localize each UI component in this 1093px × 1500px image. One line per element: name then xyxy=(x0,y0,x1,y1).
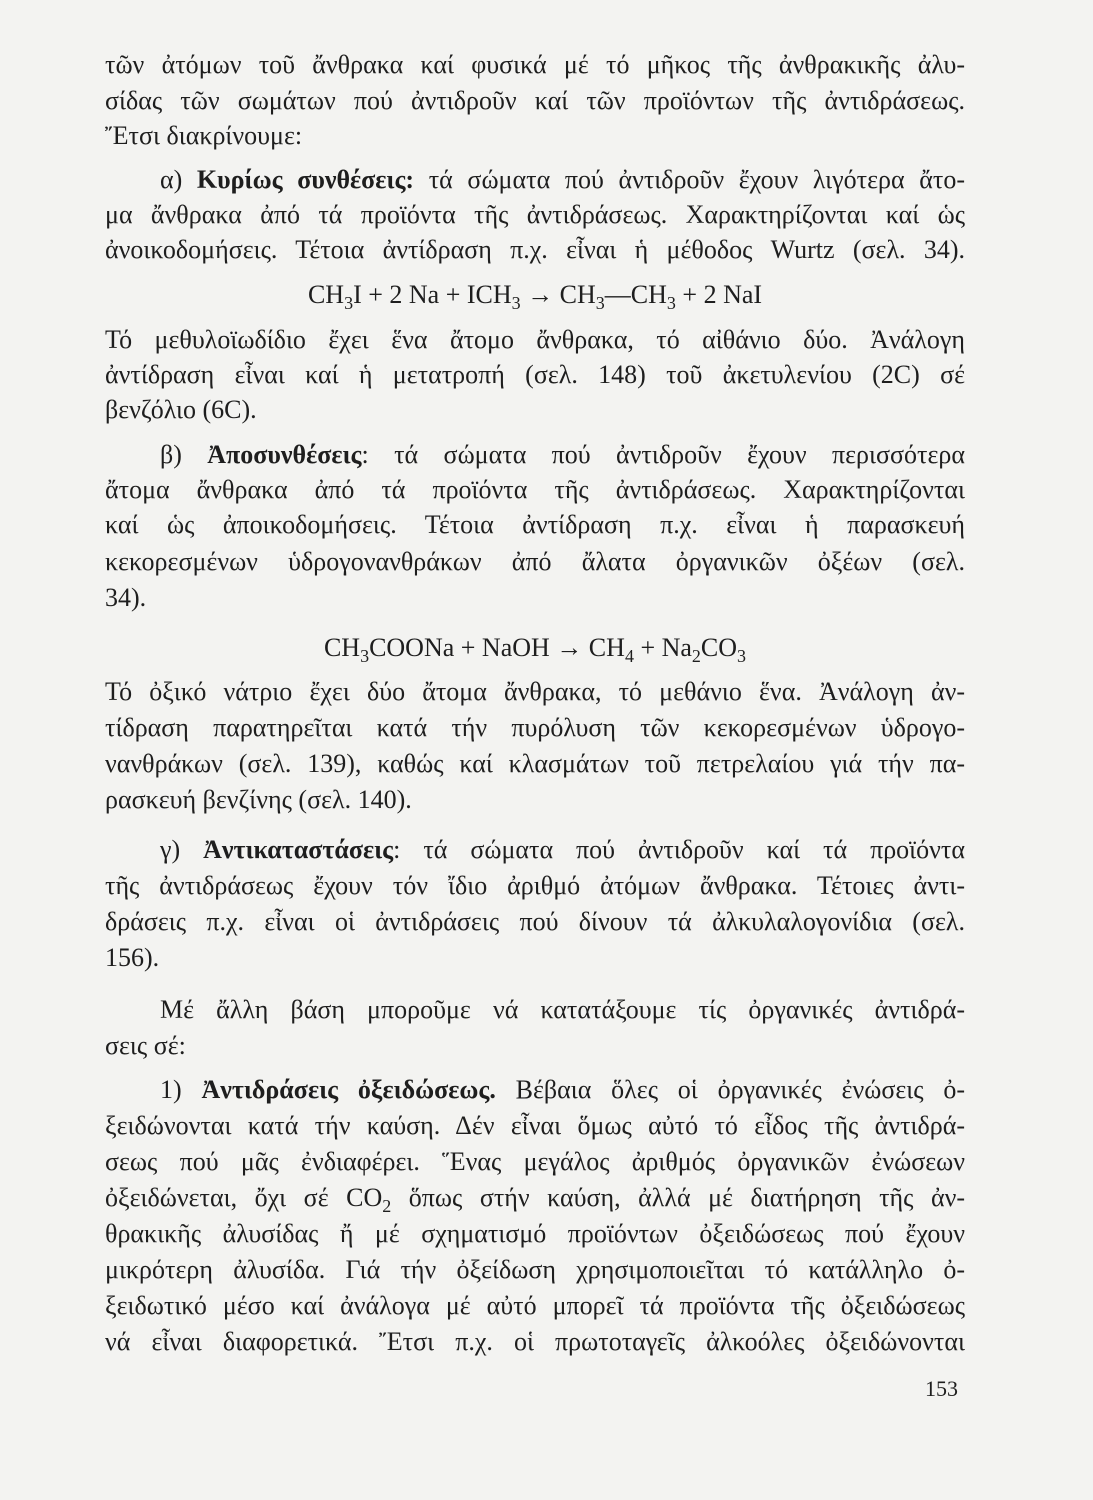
text-segment: Μέ ἄλλη βάση μποροῦμε νά κατατάξουμε τίς ὀργανικές ἀντιδρά- xyxy=(160,995,965,1024)
text-segment: ξειδωτικό μέσο καί ἀνάλογα μέ αὐτό μπορεῖ τά προϊόντα τῆς ὀξειδώσεως xyxy=(105,1291,965,1320)
text-line xyxy=(105,942,965,974)
bold-term: Ἀντιδράσεις ὀξειδώσεως. xyxy=(201,1075,496,1104)
text-segment: 34). xyxy=(105,583,147,612)
text-segment: —CH xyxy=(604,280,667,309)
subscript: 3 xyxy=(511,293,521,313)
text-line xyxy=(105,1290,965,1322)
text-line xyxy=(105,676,965,708)
text-segment: τῶν ἀτόμων τοῦ ἄνθρακα καί φυσικά μέ τό μῆκος τῆς ἀνθρακικῆς ἀλυ- xyxy=(105,50,965,79)
text-segment: σίδας τῶν σωμάτων πού ἀντιδροῦν καί τῶν προϊόντων τῆς ἀντιδράσεως. xyxy=(105,86,965,115)
chemical-equation xyxy=(105,632,965,664)
text-segment: δράσεις π.χ. εἶναι οἱ ἀντιδράσεις πού δίνουν τά ἀλκυλαλογονίδια (σελ. xyxy=(105,907,965,936)
subscript: 3 xyxy=(344,293,354,313)
chemical-equation xyxy=(105,279,965,311)
text-line xyxy=(105,994,965,1026)
text-segment: θρακικῆς ἀλυσίδας ἤ μέ σχηματισμό προϊόντων ὀξειδώσεως πού ἔχουν xyxy=(105,1219,965,1248)
text-line xyxy=(105,234,965,266)
text-line xyxy=(105,394,965,426)
subscript: 3 xyxy=(360,646,370,666)
text-segment: β) xyxy=(160,440,208,469)
text-segment: ἀντίδραση εἶναι καί ἡ μετατροπή (σελ. 148) τοῦ ἀκετυλενίου (2C) σέ xyxy=(105,360,965,389)
text-segment: COONa + NaOH → CH xyxy=(369,633,625,662)
text-segment: σεις σέ: xyxy=(105,1031,186,1060)
text-line xyxy=(105,1110,965,1142)
text-segment: μα ἄνθρακα ἀπό τά προϊόντα τῆς ἀντιδράσεως. Χαρακτηρίζονται καί ὡς xyxy=(105,200,965,229)
text-line xyxy=(105,870,965,902)
text-line xyxy=(105,509,965,541)
text-segment: ξειδώνονται κατά τήν καύση. Δέν εἶναι ὅμως αὐτό τό εἶδος τῆς ἀντιδρά- xyxy=(105,1111,965,1140)
text-line xyxy=(105,199,965,231)
text-segment: ἀνοικοδομήσεις. Τέτοια ἀντίδραση π.χ. εἶναι ἡ μέθοδος Wurtz (σελ. 34). xyxy=(105,235,965,264)
text-line xyxy=(105,1146,965,1178)
text-line xyxy=(105,359,965,391)
text-segment: Τό ὀξικό νάτριο ἔχει δύο ἄτομα ἄνθρακα, τό μεθάνιο ἕνα. Ἀνάλογη ἀν- xyxy=(105,677,965,706)
text-segment: 1) xyxy=(160,1075,202,1104)
text-line xyxy=(105,784,965,816)
text-segment: Βέβαια ὅλες οἱ ὀργανικές ἐνώσεις ὀ- xyxy=(495,1075,965,1104)
text-line xyxy=(105,324,965,356)
text-segment: τά σώματα πού ἀντιδροῦν ἔχουν λιγότερα ἄτο- xyxy=(414,165,965,194)
text-segment: → CH xyxy=(520,280,596,309)
text-line xyxy=(105,1074,965,1106)
text-segment: α) xyxy=(160,165,197,194)
text-segment: CH xyxy=(307,280,345,309)
text-segment: : τά σώματα πού ἀντιδροῦν καί τά προϊόντα xyxy=(393,835,965,864)
subscript: 2 xyxy=(691,646,701,666)
subscript: 2 xyxy=(382,1196,392,1216)
text-segment: νά εἶναι διαφορετικά. Ἔτσι π.χ. οἱ πρωτοταγεῖς ἀλκοόλες ὀξειδώνονται xyxy=(105,1327,965,1356)
text-line xyxy=(105,1254,965,1286)
text-segment: καί ὡς ἀποικοδομήσεις. Τέτοια ἀντίδραση π.χ. εἶναι ἡ παρασκευή xyxy=(105,510,965,539)
page-number: 153 xyxy=(925,1376,958,1401)
text-segment: τίδραση παρατηρεῖται κατά τήν πυρόλυση τῶν κεκορεσμένων ὑδρογο- xyxy=(105,713,965,742)
text-segment: 156). xyxy=(105,943,160,972)
text-segment: Ἔτσι διακρίνουμε: xyxy=(105,121,303,150)
text-segment: τῆς ἀντιδράσεως ἔχουν τόν ἴδιο ἀριθμό ἀτόμων ἄνθρακα. Τέτοιες ἀντι- xyxy=(105,871,965,900)
text-line xyxy=(105,164,965,196)
text-segment: I + 2 Na + ICH xyxy=(353,280,512,309)
subscript: 4 xyxy=(624,646,634,666)
bold-term: Ἀποσυνθέσεις xyxy=(207,440,362,469)
bold-term: Κυρίως συνθέσεις: xyxy=(196,165,415,194)
text-line xyxy=(105,85,965,117)
text-segment: CO xyxy=(700,633,738,662)
text-line xyxy=(105,49,965,81)
text-line xyxy=(105,1182,965,1214)
text-line xyxy=(105,1218,965,1250)
text-segment: Τό μεθυλοϊωδίδιο ἔχει ἕνα ἄτομο ἄνθρακα, τό αἰθάνιο δύο. Ἀνάλογη xyxy=(105,325,965,354)
text-segment: ἄτομα ἄνθρακα ἀπό τά προϊόντα τῆς ἀντιδράσεως. Χαρακτηρίζονται xyxy=(105,475,965,504)
text-segment: νανθράκων (σελ. 139), καθώς καί κλασμάτων τοῦ πετρελαίου γιά τήν πα- xyxy=(105,749,965,778)
text-segment: κεκορεσμένων ὑδρογονανθράκων ἀπό ἄλατα ὀργανικῶν ὀξέων (σελ. xyxy=(105,547,965,576)
text-line xyxy=(105,1326,965,1358)
text-line xyxy=(105,546,965,578)
bold-term: Ἀντικαταστάσεις xyxy=(203,835,394,864)
text-line xyxy=(105,120,965,152)
text-segment: + Na xyxy=(633,633,692,662)
text-segment: ὅπως στήν καύση, ἀλλά μέ διατήρηση τῆς ἀν- xyxy=(391,1183,965,1212)
text-segment: ὀξειδώνεται, ὄχι σέ CO xyxy=(105,1183,383,1212)
text-segment: : τά σώματα πού ἀντιδροῦν ἔχουν περισσότερα xyxy=(361,440,965,469)
text-line xyxy=(105,439,965,471)
text-segment: βενζόλιο (6C). xyxy=(105,395,257,424)
subscript: 3 xyxy=(595,293,605,313)
text-segment: ρασκευή βενζίνης (σελ. 140). xyxy=(105,785,412,814)
text-line xyxy=(105,906,965,938)
text-line xyxy=(105,748,965,780)
text-line xyxy=(105,834,965,866)
text-line xyxy=(105,1030,965,1062)
text-line xyxy=(105,582,965,614)
subscript: 3 xyxy=(737,646,747,666)
text-segment: + 2 NaI xyxy=(675,280,763,309)
text-line xyxy=(105,712,965,744)
subscript: 3 xyxy=(666,293,676,313)
text-segment: μικρότερη ἀλυσίδα. Γιά τήν ὀξείδωση χρησιμοποιεῖται τό κατάλληλο ὀ- xyxy=(105,1255,965,1284)
text-segment: γ) xyxy=(160,835,204,864)
text-line xyxy=(105,474,965,506)
text-segment: σεως πού μᾶς ἐνδιαφέρει. Ἕνας μεγάλος ἀριθμός ὀργανικῶν ἐνώσεων xyxy=(105,1147,965,1176)
text-segment: CH xyxy=(323,633,361,662)
